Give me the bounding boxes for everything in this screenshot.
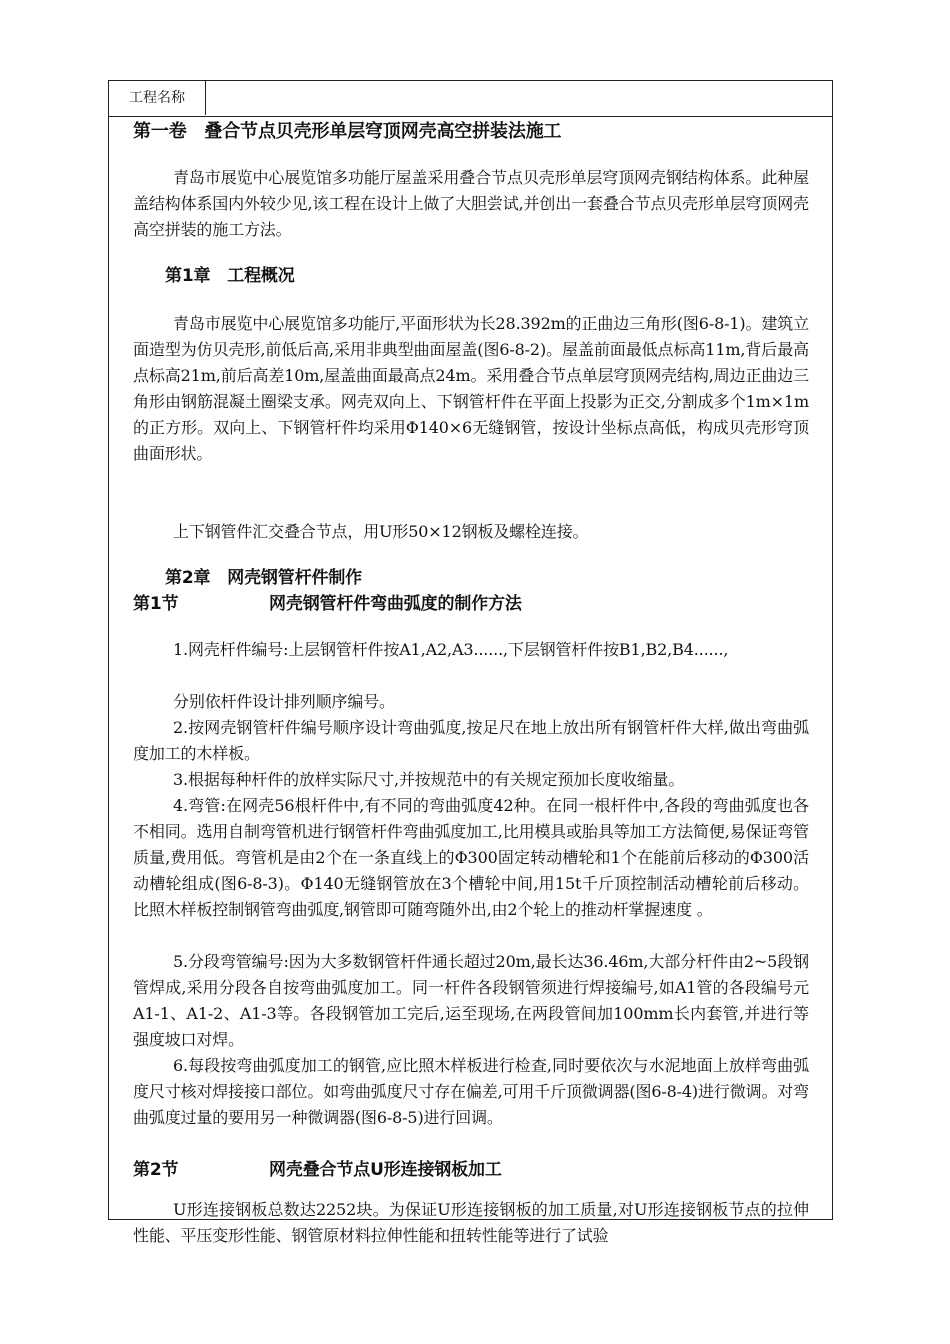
section1-number: 第1节 — [133, 594, 179, 614]
section1-item-2: 2.按网壳钢管杆件编号顺序设计弯曲弧度,按足尺在地上放出所有钢管杆件大样,做出弯曲弧度加工的木样板。 — [133, 718, 809, 763]
section1-item-3: 3.根据每种杆件的放样实际尺寸,并按规范中的有关规定预加长度收缩量。 — [173, 770, 685, 789]
section1-heading — [133, 591, 522, 617]
chapter1-paragraph-1: 青岛市展览中心展览馆多功能厅,平面形状为长28.392m的正曲边三角形(图6-8-1)。建筑立面造型为仿贝壳形,前低后高,采用非典型曲面屋盖(图6-8-2)。屋盖前面最低点标高11m,背后最高点标高21m,前后高差10m,屋盖曲面最高点24m。采用叠合节点单层穹顶网壳结构,周边正曲边三角形由钢筋混凝土圈梁支承。网壳双向上、下钢管杆件在平面上投影为正交,分割成多个1m×1m的正方形。双向上、下钢管杆件均采用Φ140×6无缝钢管，按设计坐标点高低，构成贝壳形穹顶曲面形状。 — [133, 314, 809, 463]
section2-title: 网壳叠合节点U形连接钢板加工 — [269, 1160, 502, 1180]
header-row — [109, 81, 832, 117]
chapter1-title: 第1章 工程概况 — [165, 266, 295, 286]
section2-paragraph: U形连接钢板总数达2252块。为保证U形连接钢板的加工质量,对U形连接钢板节点的拉伸性能、平压变形性能、钢管原材料拉伸性能和扭转性能等进行了试验 — [133, 1200, 809, 1245]
section1-item-6: 6.每段按弯曲弧度加工的钢管,应比照木样板进行检查,同时要依次与水泥地面上放样弯曲弧度尺寸核对焊接接口部位。如弯曲弧度尺寸存在偏差,可用千斤顶微调器(图6-8-4)进行微调。对弯曲弧度过量的要用另一种微调器(图6-8-5)进行回调。 — [133, 1056, 809, 1127]
project-name-label: 工程名称 — [109, 81, 206, 115]
intro-paragraph: 青岛市展览中心展览馆多功能厅屋盖采用叠合节点贝壳形单层穹顶网壳钢结构体系。此种屋盖结构体系国内外较少见,该工程在设计上做了大胆尝试,并创出一套叠合节点贝壳形单层穹顶网壳高空拼装的施工方法。 — [133, 168, 809, 239]
section1-title: 网壳钢管杆件弯曲弧度的制作方法 — [269, 594, 522, 614]
section2-number: 第2节 — [133, 1160, 179, 1180]
section1-item-1: 1.网壳杆件编号:上层钢管杆件按A1,A2,A3......,下层钢管杆件按B1,B2,B4......, — [173, 640, 729, 659]
chapter2-title: 第2章 网壳钢管杆件制作 — [165, 568, 363, 588]
document-frame — [108, 80, 833, 1245]
chapter1-paragraph-2: 上下钢管件汇交叠合节点，用U形50×12钢板及螺栓连接。 — [173, 522, 589, 541]
section2-heading — [133, 1157, 502, 1183]
section1-item-1b: 分别依杆件设计排列顺序编号。 — [173, 692, 395, 711]
volume-title: 第一卷 叠合节点贝壳形单层穹顶网壳高空拼装法施工 — [133, 121, 562, 142]
section1-item-4: 4.弯管:在网壳56根杆件中,有不同的弯曲弧度42种。在同一根杆件中,各段的弯曲弧度也各不相同。选用自制弯管机进行钢管杆件弯曲弧度加工,比用模具或胎具等加工方法简便,易保证弯管质量,费用低。弯管机是由2个在一条直线上的Φ300固定转动槽轮和1个在能前后移动的Φ300活动槽轮组成(图6-8-3)。Φ140无缝钢管放在3个槽轮中间,用15t千斤顶控制活动槽轮前后移动。比照木样板控制钢管弯曲弧度,钢管即可随弯随外出,由2个轮上的推动杆掌握速度 。 — [133, 796, 809, 919]
section1-item-5: 5.分段弯管编号:因为大多数钢管杆件通长超过20m,最长达36.46m,大部分杆件由2~5段钢管焊成,采用分段各自按弯曲弧度加工。同一杆件各段钢管须进行焊接编号,如A1管的各段编号元A1-1、A1-2、A1-3等。各段钢管加工完后,运至现场,在两段管间加100mm长内套管,并进行等强度坡口对焊。 — [133, 952, 809, 1049]
